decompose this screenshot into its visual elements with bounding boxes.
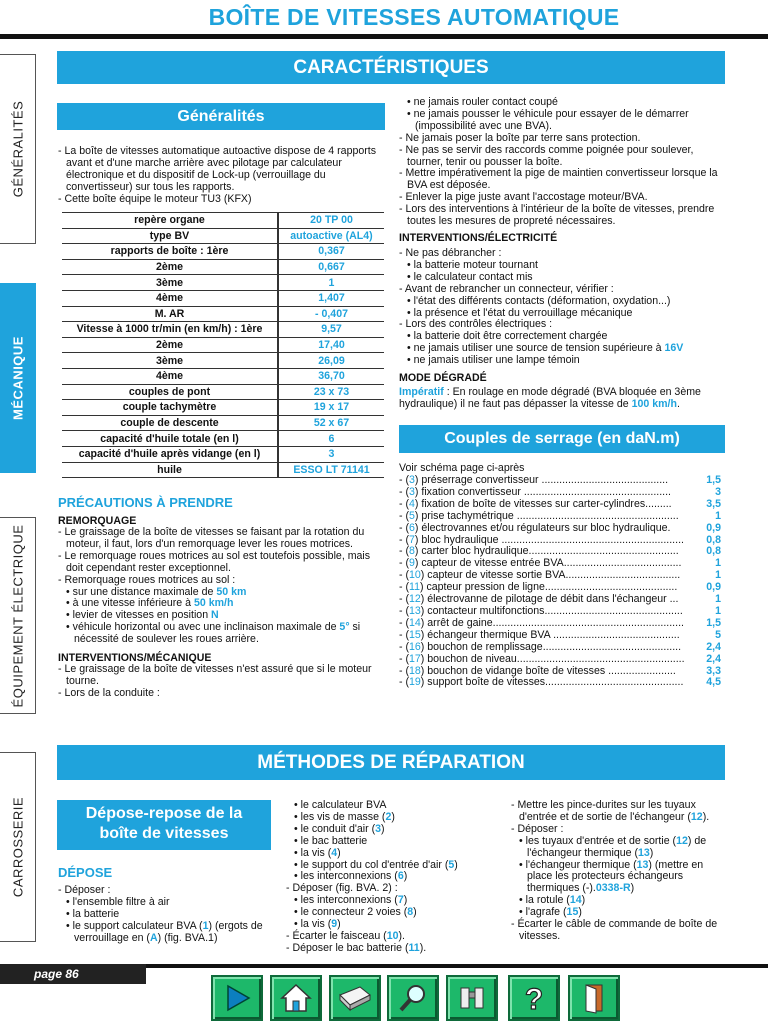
mode-text: Impératif : En roulage en mode dégradé (BVA bloquée en 3ème hydraulique) il ne faut pas dépasser la vitesse de 100 km/h.	[399, 386, 701, 410]
table-row	[62, 446, 384, 462]
table-row	[62, 337, 384, 353]
spec-label: capacité d'huile après vidange (en l)	[62, 446, 278, 462]
list-item: • les tuyaux d'entrée et de sortie (12) de l'échangeur thermique (13)	[519, 834, 707, 859]
spec-label: M. AR	[62, 306, 278, 322]
spec-value: 17,40	[278, 337, 384, 353]
spec-label: 3ème	[62, 353, 278, 369]
torque-label: bouchon de remplissage...............................................	[424, 641, 682, 653]
torque-label: capteur de vitesse sortie BVA.......................................	[424, 570, 681, 582]
list-item: - Avant de rebrancher un connecteur, vérifier :	[399, 282, 614, 295]
torque-row: - (7) bloc hydraulique .............................................................. 0,8	[399, 533, 721, 546]
torque-value: 1	[715, 604, 721, 617]
tab-carrosserie[interactable]: CARROSSERIE	[0, 752, 36, 942]
list-item: - Déposer :	[511, 822, 564, 835]
torque-value: 1	[715, 509, 721, 522]
section-couples: Couples de serrage (en daN.m)	[399, 425, 725, 453]
torque-label: contacteur multifonctions...............................................	[424, 605, 683, 617]
spec-label: couple tachymètre	[62, 400, 278, 416]
torque-label: électrovanne de pilotage de débit dans l'échangeur ...	[424, 594, 679, 606]
exit-icon[interactable]	[568, 975, 620, 1021]
torque-ref: 17	[409, 653, 421, 665]
table-row	[62, 462, 384, 478]
spec-value: 19 x 17	[278, 400, 384, 416]
table-row	[62, 259, 384, 275]
torque-ref: 13	[409, 605, 421, 617]
tab-generalites[interactable]: GÉNÉRALITÉS	[0, 54, 36, 244]
spec-value: 1,407	[278, 290, 384, 306]
torque-ref: 3	[409, 486, 415, 498]
list-item: - Écarter le câble de commande de boîte de vitesses.	[511, 918, 718, 942]
play-icon[interactable]	[211, 975, 263, 1021]
list-item: • sur une distance maximale de 50 km	[66, 585, 247, 598]
torque-ref: 15	[409, 629, 421, 641]
torque-ref: 19	[409, 677, 421, 689]
list-item: • l'échangeur thermique (13) (mettre en place les protecteurs échangeurs thermiques (-).0338-R)	[519, 858, 704, 895]
torque-label: échangeur thermique BVA ...........................................	[424, 629, 680, 641]
torque-ref: 12	[409, 594, 421, 606]
spec-value: 0,667	[278, 259, 384, 275]
list-item: • la batterie moteur tournant	[407, 258, 538, 271]
list-item: - Remorquage roues motrices au sol :	[58, 573, 236, 586]
spec-label: huile	[62, 462, 278, 478]
table-row	[62, 384, 384, 400]
section-methodes: MÉTHODES DE RÉPARATION	[57, 745, 725, 780]
torque-value: 0,8	[706, 533, 721, 546]
list-item: • ne jamais utiliser une source de tension supérieure à 16V	[407, 342, 684, 355]
spec-value: 0,367	[278, 244, 384, 260]
list-item: • levier de vitesses en position N	[66, 609, 219, 622]
list-item: • les vis de masse (2)	[294, 810, 395, 823]
torque-ref: 5	[409, 510, 415, 522]
torque-row: - (14) arrêt de gaine................................................................. 1,5	[399, 616, 721, 629]
col2-list	[399, 97, 724, 228]
table-row	[62, 353, 384, 369]
list-item: • le bac batterie	[294, 834, 368, 847]
spec-label: rapports de boîte : 1ère	[62, 244, 278, 260]
list-item: - Lors de la conduite :	[58, 686, 160, 699]
meca-list	[58, 664, 388, 700]
table-row	[62, 368, 384, 384]
torque-label: bloc hydraulique ..............................................................	[418, 534, 684, 546]
torque-ref: 3	[409, 475, 415, 486]
table-row	[62, 431, 384, 447]
elec-list	[399, 248, 724, 367]
depose-title: DÉPOSE	[58, 865, 113, 880]
spec-label: capacité d'huile totale (en l)	[62, 431, 278, 447]
torque-value: 5	[715, 628, 721, 641]
table-row	[62, 322, 384, 338]
list-item: • l'ensemble filtre à air	[66, 895, 170, 908]
torque-value: 1	[715, 569, 721, 582]
torque-row: - (3) préserrage convertisseur ........................................... 1,5	[399, 474, 721, 486]
list-item: • la batterie	[66, 907, 120, 920]
spec-table	[62, 212, 384, 478]
spec-label: couple de descente	[62, 415, 278, 431]
remorquage-title: REMORQUAGE	[58, 515, 137, 527]
torque-label: électrovannes et/ou régulateurs sur bloc hydraulique.	[418, 522, 671, 534]
list-item: - Lors des interventions à l'intérieur de la boîte de vitesses, prendre toutes les mesures de propreté nécessaires.	[399, 203, 715, 228]
torque-row: - (11) capteur pression de ligne............................................. 0,9	[399, 581, 721, 594]
list-item: • la rotule (14)	[519, 894, 586, 907]
list-item: • les interconnexions (6)	[294, 870, 408, 883]
precautions-title: PRÉCAUTIONS À PRENDRE	[58, 495, 233, 510]
torque-ref: 6	[409, 522, 415, 534]
spec-value: - 0,407	[278, 306, 384, 322]
torque-value: 1,5	[706, 474, 721, 486]
remorquage-list	[58, 527, 388, 646]
spec-value: 36,70	[278, 368, 384, 384]
col2-block	[399, 97, 724, 411]
list-item: - Mettre impérativement la pige de maintien convertisseur lorsque la BVA est déposée.	[399, 167, 718, 192]
mode-title: MODE DÉGRADÉ	[399, 372, 487, 385]
torque-value: 0,8	[706, 545, 721, 558]
torque-value: 1,5	[706, 616, 721, 629]
spec-value: 52 x 67	[278, 415, 384, 431]
depose-col2	[286, 800, 498, 955]
torque-ref: 18	[409, 665, 421, 677]
torque-ref: 11	[409, 582, 420, 594]
list-item: • la présence et l'état du verrouillage mécanique	[407, 306, 633, 319]
torque-row: - (17) bouchon de niveau......................................................... 2,4	[399, 652, 721, 665]
section-generalites: Généralités	[57, 103, 385, 130]
torque-value: 3,3	[706, 664, 721, 677]
torque-ref: 10	[409, 570, 421, 582]
list-item: - Déposer :	[58, 884, 111, 896]
meca-title: INTERVENTIONS/MÉCANIQUE	[58, 652, 212, 665]
spec-value: ESSO LT 71141	[278, 462, 384, 478]
list-item: - Ne jamais poser la boîte par terre sans protection.	[399, 131, 641, 144]
list-item: - Le graissage de la boîte de vitesses se faisant par la rotation du moteur, il faut, lors d'un remorquage lever les roues motrices.	[58, 526, 365, 550]
tab-equipement-electrique[interactable]: ÉQUIPEMENT ÉLECTRIQUE	[0, 517, 36, 714]
torque-label: support boîte de vitesses...............................................	[424, 677, 684, 689]
precautions-block	[58, 495, 388, 700]
list-item: • le support calculateur BVA (1) (ergots de verrouillage en (A) (fig. BVA.1)	[66, 919, 263, 944]
torque-value: 2,4	[706, 652, 721, 665]
spec-value: 9,57	[278, 322, 384, 338]
section-caracteristiques: CARACTÉRISTIQUES	[57, 51, 725, 84]
list-item: - Enlever la pige juste avant l'accostage moteur/BVA.	[399, 191, 648, 204]
list-item: • la vis (9)	[294, 918, 341, 931]
torque-ref: 7	[409, 534, 415, 546]
torque-label: préserrage convertisseur ...........................................	[418, 475, 669, 486]
torque-value: 3,5	[706, 497, 721, 510]
torque-row: - (18) bouchon de vidange boîte de vitesses ....................... 3,3	[399, 664, 721, 677]
torque-ref: 14	[409, 617, 421, 629]
list-item: • les interconnexions (7)	[294, 894, 408, 907]
torque-row: - (12) électrovanne de pilotage de débit dans l'échangeur ... 1	[399, 593, 721, 606]
torque-row: - (8) carter bloc hydraulique................................................... 0,8	[399, 545, 721, 558]
depose-col3	[511, 800, 725, 943]
list-item: - Déposer le bac batterie (11).	[286, 941, 427, 954]
list-item: • à une vitesse inférieure à 50 km/h	[66, 597, 234, 610]
list-item: - Lors des contrôles électriques :	[399, 318, 553, 331]
spec-value: 6	[278, 431, 384, 447]
torque-value: 1	[715, 557, 721, 570]
list-item: • le support du col d'entrée d'air (5)	[294, 858, 458, 871]
list-item: • le connecteur 2 voies (8)	[294, 906, 417, 919]
list-item: • l'état des différents contacts (déformation, oxydation...)	[407, 294, 671, 307]
page-number: page 86	[0, 964, 146, 984]
spec-label: repère organe	[62, 213, 278, 229]
spec-label: type BV	[62, 228, 278, 244]
torque-value: 0,9	[706, 581, 721, 594]
list-item: • le calculateur contact mis	[407, 270, 533, 283]
table-row	[62, 306, 384, 322]
list-item: • ne jamais pousser le véhicule pour essayer de le démarrer (impossibilité avec une BVA).	[407, 107, 689, 132]
torque-value: 2,4	[706, 640, 721, 653]
table-row	[62, 400, 384, 416]
torque-value: 3	[715, 485, 721, 498]
torque-row: - (9) capteur de vitesse entrée BVA........................................ 1	[399, 557, 721, 570]
torque-label: bouchon de niveau.........................................................	[424, 653, 685, 665]
table-row	[62, 228, 384, 244]
tab-mecanique[interactable]: MÉCANIQUE	[0, 283, 36, 473]
section-depose-repose: Dépose-repose de la boîte de vitesses	[57, 800, 271, 850]
spec-label: couples de pont	[62, 384, 278, 400]
torque-label: carter bloc hydraulique...................................................	[418, 546, 679, 558]
torque-ref: 16	[409, 641, 421, 653]
list-item: • le calculateur BVA	[294, 799, 387, 811]
list-item: - Le remorquage roues motrices au sol est toutefois possible, mais doit cependant rester exceptionnel.	[58, 549, 371, 574]
page-title: BOÎTE DE VITESSES AUTOMATIQUE	[208, 4, 620, 30]
table-row	[62, 415, 384, 431]
torque-label: capteur pression de ligne.............................................	[423, 582, 678, 594]
couples-list	[399, 475, 721, 689]
elec-title: INTERVENTIONS/ÉLECTRICITÉ	[399, 231, 558, 244]
table-row	[62, 213, 384, 229]
svg-text:?: ?	[524, 983, 544, 1015]
torque-row: - (5) prise tachymétrique ....................................................... 1	[399, 509, 721, 522]
spec-value: 20 TP 00	[278, 213, 384, 229]
torque-label: fixation de boîte de vitesses sur carter-cylindres.........	[418, 498, 672, 510]
spec-value: 23 x 73	[278, 384, 384, 400]
torque-label: fixation convertisseur ..................................................	[418, 486, 671, 498]
torque-row: - (16) bouchon de remplissage............................................... 2,4	[399, 640, 721, 653]
torque-row: - (19) support boîte de vitesses............................................... 4,5	[399, 676, 721, 689]
spec-label: 2ème	[62, 337, 278, 353]
spec-value: 26,09	[278, 353, 384, 369]
spec-label: 3ème	[62, 275, 278, 291]
list-item: - Le graissage de la boîte de vitesses n'est assuré que si le moteur tourne.	[58, 663, 372, 687]
binoculars-icon[interactable]	[446, 975, 498, 1021]
list-item: - Ne pas débrancher :	[399, 246, 502, 259]
torque-row: - (6) électrovannes et/ou régulateurs sur bloc hydraulique. 0,9	[399, 521, 721, 534]
printer-icon[interactable]	[329, 975, 381, 1021]
list-item: - Déposer (fig. BVA. 2) :	[286, 882, 398, 895]
torque-row: - (15) échangeur thermique BVA ........................................... 5	[399, 628, 721, 641]
torque-value: 0,9	[706, 521, 721, 534]
header-rule	[0, 34, 768, 39]
list-item: • véhicule horizontal ou avec une inclinaison maximale de 5° si nécessité de soulever les roues arrière.	[66, 621, 361, 646]
torque-row: - (10) capteur de vitesse sortie BVA....................................... 1	[399, 569, 721, 582]
help-icon[interactable]	[508, 975, 560, 1021]
torque-row: - (13) contacteur multifonctions............................................... 1	[399, 604, 721, 617]
list-item: • ne jamais utiliser une lampe témoin	[407, 354, 580, 367]
list-item: - Écarter le faisceau (10).	[286, 929, 405, 942]
table-row	[62, 244, 384, 260]
spec-label: 4ème	[62, 290, 278, 306]
torque-ref: 4	[409, 498, 415, 510]
list-item: - Mettre les pince-durites sur les tuyaux d'entrée et de sortie de l'échangeur (12).	[511, 799, 710, 823]
spec-label: Vitesse à 1000 tr/min (en km/h) : 1ère	[62, 322, 278, 338]
list-item: - Ne pas se servir des raccords comme poignée pour soulever, tourner, tenir ou pousser la boîte.	[399, 143, 694, 168]
torque-label: capteur de vitesse entrée BVA........................................	[418, 558, 682, 570]
generalites-text: - La boîte de vitesses automatique autoactive dispose de 4 rapports avant et d'une marche arrière avec pilotage par calculateur électronique et du dispositif de Lock-up (verrouillage du convertisseur) sur tous les rapports. - Cette boîte équipe le moteur TU3 (KFX)	[58, 145, 377, 205]
torque-label: bouchon de vidange boîte de vitesses .......................	[424, 665, 676, 677]
search-icon[interactable]	[387, 975, 439, 1021]
list-item: • la batterie doit être correctement chargée	[407, 330, 608, 343]
torque-row: - (4) fixation de boîte de vitesses sur carter-cylindres......... 3,5	[399, 497, 721, 510]
torque-label: arrêt de gaine.................................................................	[424, 617, 684, 629]
spec-value: autoactive (AL4)	[278, 228, 384, 244]
home-icon[interactable]	[270, 975, 322, 1021]
torque-ref: 8	[409, 546, 415, 558]
couples-intro: Voir schéma page ci-après	[399, 462, 525, 474]
torque-ref: 9	[409, 558, 415, 570]
list-item: • ne jamais rouler contact coupé	[407, 96, 558, 108]
torque-value: 4,5	[706, 676, 721, 689]
table-row	[62, 275, 384, 291]
list-item: • l'agrafe (15)	[519, 906, 582, 919]
spec-label: 2ème	[62, 259, 278, 275]
spec-value: 1	[278, 275, 384, 291]
depose-col1	[58, 885, 278, 945]
torque-label: prise tachymétrique .......................................................	[418, 510, 679, 522]
list-item: • le conduit d'air (3)	[294, 822, 385, 835]
torque-row: - (3) fixation convertisseur .................................................. 3	[399, 485, 721, 498]
list-item: • la vis (4)	[294, 846, 341, 859]
table-row	[62, 290, 384, 306]
torque-value: 1	[715, 593, 721, 606]
spec-value: 3	[278, 446, 384, 462]
spec-label: 4ème	[62, 368, 278, 384]
